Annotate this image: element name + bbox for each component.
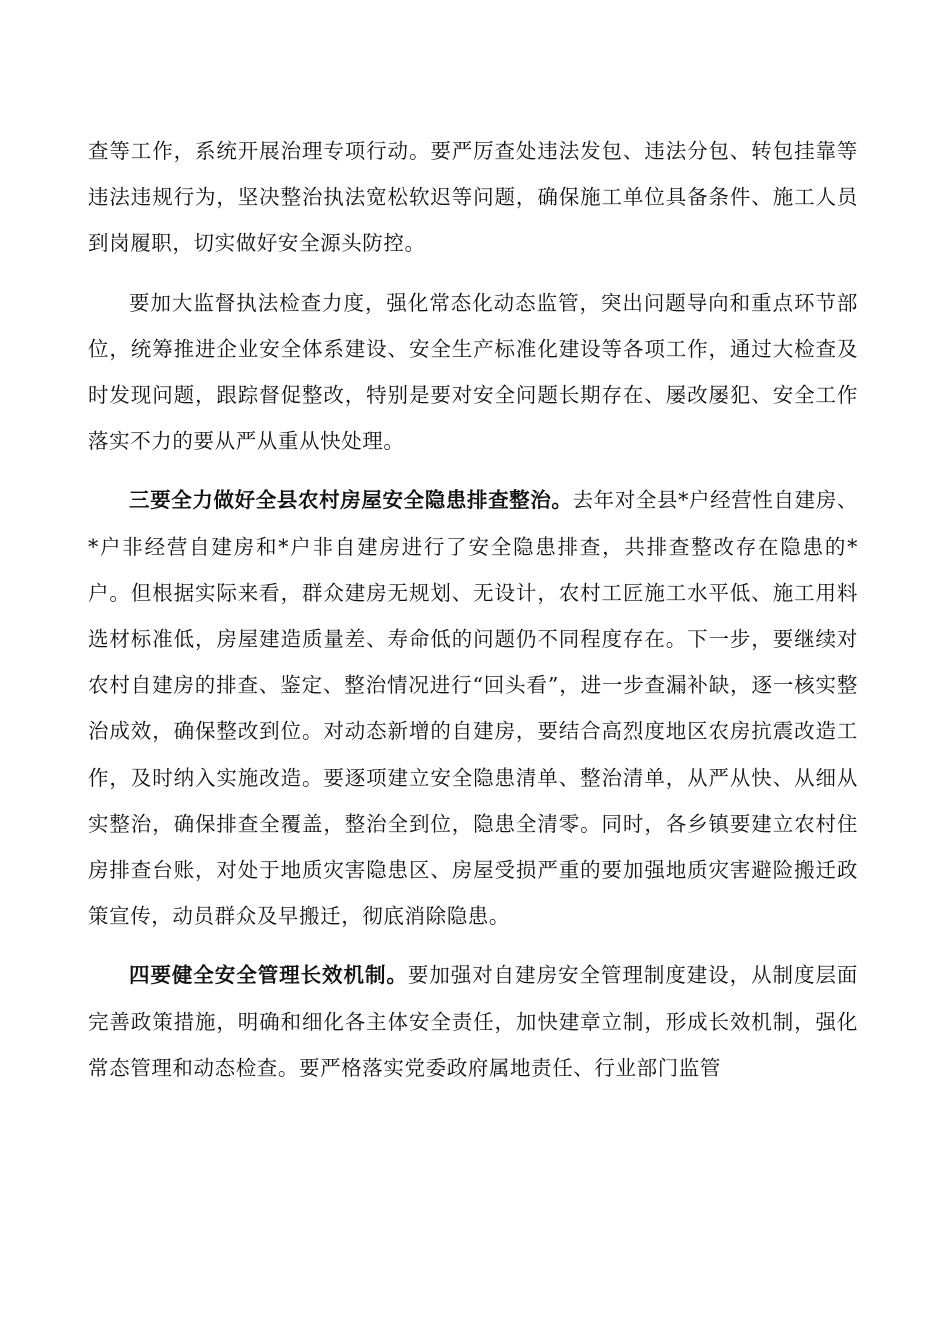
- paragraph-text: 要加强对自建房安全管理制度建设，从制度层面完善政策措施，明确和细化各主体安全责任，加快建章立制，形成长效机制，强化常态管理和动态检查。要严格落实党委政府属地责任、行业部门监管: [88, 963, 858, 1080]
- paragraph-heading: 四要健全安全管理长效机制。: [129, 963, 408, 988]
- paragraph-text: 去年对全县*户经营性自建房、*户非经营自建房和*户非自建房进行了安全隐患排查，共排查整改存在隐患的*户。但根据实际来看，群众建房无规划、无设计，农村工匠施工水平低、施工用料选材标准低，房屋建造质量差、寿命低的问题仍不同程度存在。下一步，要继续对农村自建房的排查、鉴定、整治情况进行“回头看”，进一步查漏补缺，逐一核实整治成效，确保整改到位。对动态新增的自建房，要结合高烈度地区农房抗震改造工作，及时纳入实施改造。要逐项建立安全隐患清单、整治清单，从严从快、从细从实整治，确保排查全覆盖，整治全到位，隐患全清零。同时，各乡镇要建立农村住房排查台账，对处于地质灾害隐患区、房屋受损严重的要加强地质灾害避险搬迁政策宣传，动员群众及早搬迁，彻底消除隐患。: [88, 488, 858, 929]
- paragraph-long-term-mechanism: [88, 952, 858, 1091]
- paragraph-supervision: [88, 280, 858, 465]
- document-body: [88, 128, 858, 1104]
- paragraph-continuation: [88, 128, 858, 267]
- paragraph-text: 查等工作，系统开展治理专项行动。要严厉查处违法发包、违法分包、转包挂靠等违法违规行为，坚决整治执法宽松软迟等问题，确保施工单位具备条件、施工人员到岗履职，切实做好安全源头防控。: [88, 139, 858, 256]
- paragraph-text: 要加大监督执法检查力度，强化常态化动态监管，突出问题导向和重点环节部位，统筹推进企业安全体系建设、安全生产标准化建设等各项工作，通过大检查及时发现问题，跟踪督促整改，特别是要对安全问题长期存在、屡改屡犯、安全工作落实不力的要从严从重从快处理。: [88, 290, 858, 454]
- paragraph-rural-housing: [88, 477, 858, 939]
- paragraph-heading: 三要全力做好全县农村房屋安全隐患排查整治。: [129, 488, 573, 513]
